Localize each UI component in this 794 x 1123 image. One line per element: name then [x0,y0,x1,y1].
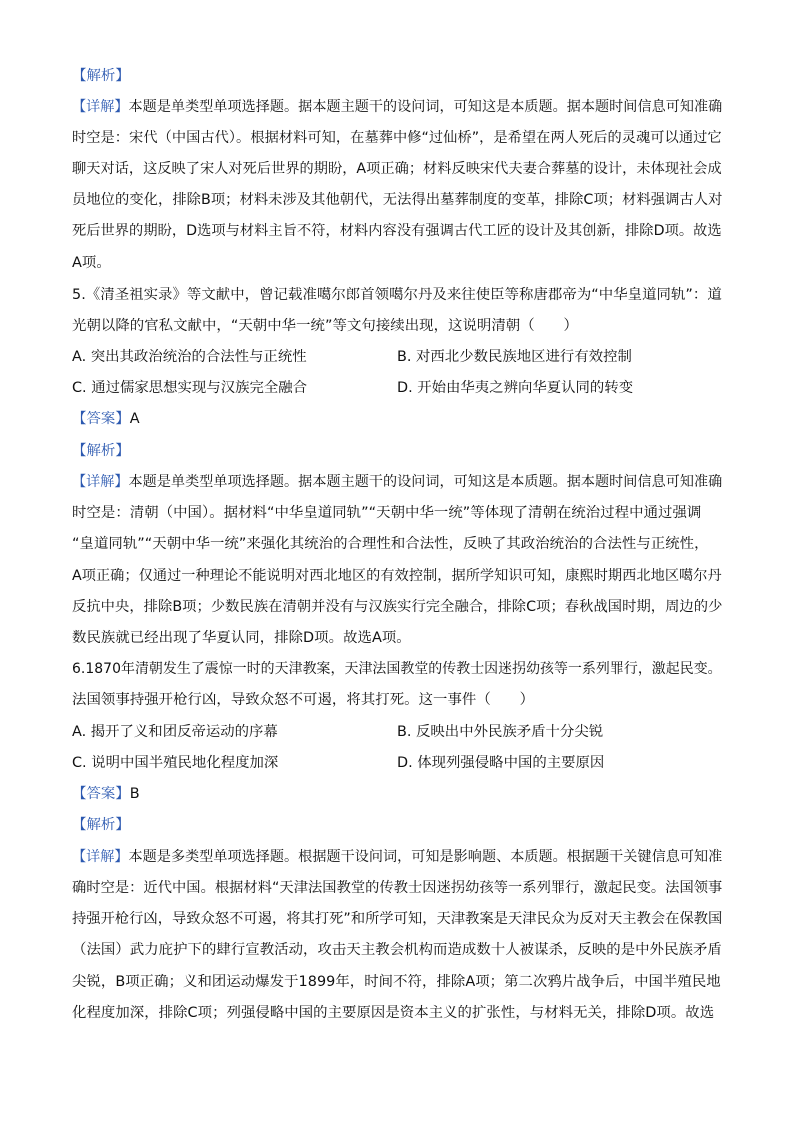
question-stem: 5.《清圣祖实录》等文献中，曾记载准噶尔郎首领噶尔丹及来往使臣等称唐郡帝为“中华皇道同轨”：道 [72,287,722,303]
explanation-line: 反抗中央，排除B项；少数民族在清朝并没有与汉族实行完全融合，排除C项；春秋战国时期，周边的少 [72,599,723,615]
explanation-line: 尖锐，B项正确；义和团运动爆发于1899年，时间不符，排除A项；第二次鸦片战争后，中国半殖民地 [72,974,721,990]
explanation-line: 【详解】本题是单类型单项选择题。据本题主题干的设问词，可知这是本质题。据本题时间信息可知准确 [72,99,723,115]
option-a: A. 揭开了义和团反帝运动的序幕 [72,724,278,740]
explanation-line: “皇道同轨”“天朝中华一统”来强化其统治的合理性和合法性，反映了其政治统治的合法性与正统性， [72,536,709,552]
explanation-line: 持强开枪行凶，导致众怒不可遏，将其打死”和所学可知，天津教案是天津民众为反对天主教会在保教国 [72,911,723,927]
explanation-line: 数民族就已经出现了华夏认同，排除D项。故选A项。 [72,630,411,646]
explanation-line: 员地位的变化，排除B项；材料未涉及其他朝代，无法得出墓葬制度的变革，排除C项；材料强调古人对 [72,192,723,208]
analysis-heading: 【解析】 [72,817,130,833]
option-b: B. 反映出中外民族矛盾十分尖锐 [397,724,604,740]
option-b: B. 对西北少数民族地区进行有效控制 [397,349,632,365]
explanation-line: （法国）武力庇护下的肆行宣教活动，攻击天主教会机构而造成数十人被谋杀，反映的是中外民族矛盾 [72,942,722,958]
explanation-line: 确时空是：近代中国。根据材料“天津法国教堂的传教士因迷拐幼孩等一系列罪行，激起民变。法国领事 [72,880,723,896]
explanation-line: 化程度加深，排除C项；列强侵略中国的主要原因是资本主义的扩张性，与材料无关，排除D项。故选 [72,1005,715,1021]
explanation-line: 死后世界的期盼，D选项与材料主旨不符，材料内容没有强调古代工匠的设计及其创新，排除D项。故选 [72,223,722,239]
question-stem: 法国领事持强开枪行凶，导致众怒不可遏，将其打死。这一事件（ ） [72,692,535,708]
answer-value: A [129,411,140,427]
question-stem: 6.1870年清朝发生了震惊一时的天津教案，天津法国教堂的传教士因迷拐幼孩等一系列罪行，激起民变。 [72,661,722,677]
explanation-line: 【详解】本题是多类型单项选择题。根据题干设问词，可知是影响题、本质题。根据题干关键信息可知准 [72,849,723,865]
option-a: A. 突出其政治统治的合法性与正统性 [72,349,307,365]
explanation-line: 时空是：清朝（中国）。据材料“中华皇道同轨”“天朝中华一统”等体现了清朝在统治过程中通过强调 [72,505,702,521]
answer-line: 【答案】A [72,411,140,427]
option-c: C. 通过儒家思想实现与汉族完全融合 [72,380,308,396]
answer-value: B [129,786,140,802]
option-d: D. 开始由华夷之辨向华夏认同的转变 [397,380,634,396]
explanation-line: 【详解】本题是单类型单项选择题。据本题主题干的设问词，可知这是本质题。据本题时间信息可知准确 [72,474,723,490]
option-d: D. 体现列强侵略中国的主要原因 [397,755,605,771]
question-stem: 光朝以降的官私文献中，“天朝中华一统”等文句接续出现，这说明清朝（ ） [72,318,578,334]
explanation-line: A项正确；仅通过一种理论不能说明对西北地区的有效控制，据所学知识可知，康熙时期西北地区噶尔丹 [72,568,722,584]
option-c: C. 说明中国半殖民地化程度加深 [72,755,279,771]
explanation-line: 聊天对话，这反映了宋人对死后世界的期盼，A项正确；材料反映宋代夫妻合葬墓的设计，未体现社会成 [72,161,722,177]
analysis-heading: 【解析】 [72,68,130,84]
answer-line: 【答案】B [72,786,140,802]
analysis-heading: 【解析】 [72,443,130,459]
explanation-line: A项。 [72,255,111,271]
explanation-line: 时空是：宋代（中国古代）。根据材料可知，在墓葬中修“过仙桥”，是希望在两人死后的灵魂可以通过它 [72,130,722,146]
